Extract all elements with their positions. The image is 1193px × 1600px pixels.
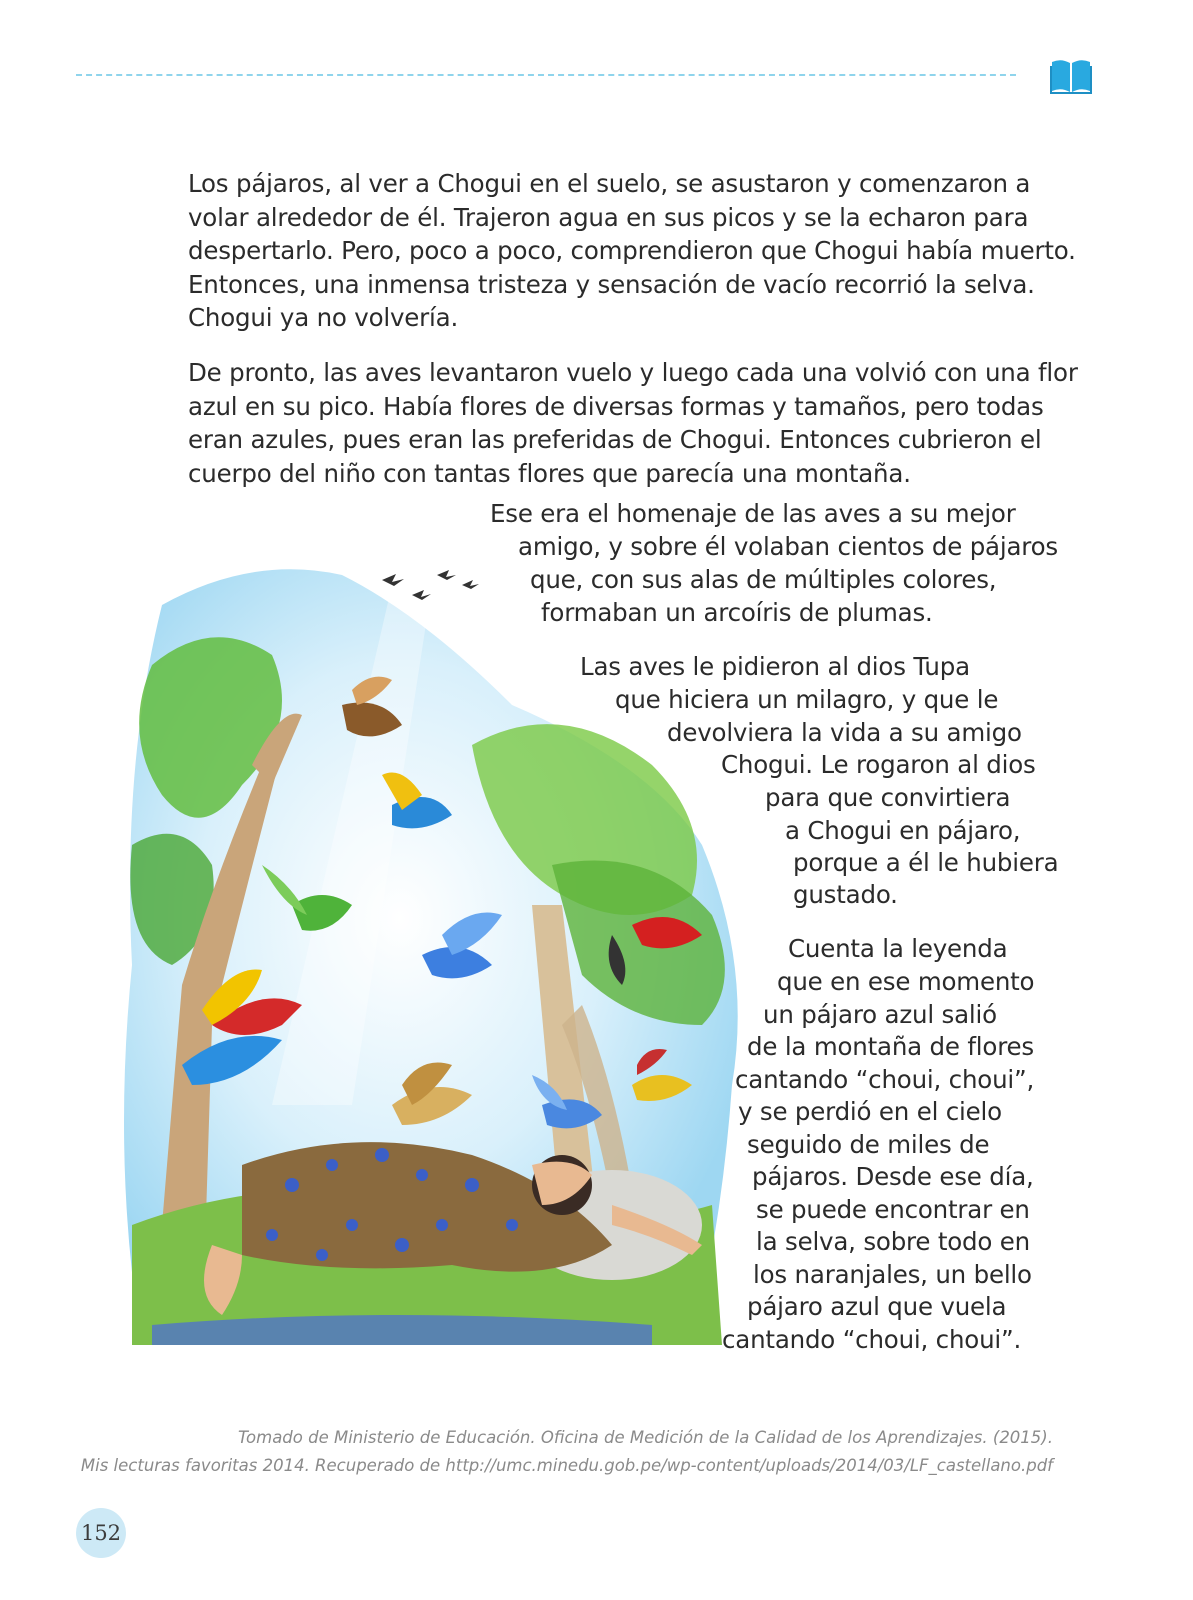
text-line-24: pájaro azul que vuela	[747, 1292, 1007, 1321]
text-line-23: los naranjales, un bello	[753, 1260, 1032, 1289]
story-paragraph-2: De pronto, las aves levantaron vuelo y luego cada una volvió con una flor azul en su pico. Había flores de diversas formas y tamaños, pero todas eran azules, pues eran las preferidas de Chogui. Entonces cubrieron el cuerpo del niño con tantas flores que parecía una montaña.	[188, 358, 1078, 488]
text-line-13: Cuenta la leyenda	[788, 934, 1008, 963]
text-line-16: de la montaña de flores	[747, 1032, 1034, 1061]
text-line-15: un pájaro azul salió	[763, 1000, 997, 1029]
source-credit-line-1: Tomado de Ministerio de Educación. Oficina de Medición de la Calidad de los Aprendizajes. (2015).	[237, 1428, 1053, 1447]
text-line-11: porque a él le hubiera	[793, 848, 1059, 877]
header-dashed-rule	[76, 74, 1016, 76]
text-line-1: Ese era el homenaje de las aves a su mejor	[490, 499, 1016, 528]
source-credit-line-2: Mis lecturas favoritas 2014. Recuperado de http://umc.minedu.gob.pe/wp-content/uploads/2014/03/LF_castellano.pdf	[80, 1456, 1053, 1475]
text-line-4: formaban un arcoíris de plumas.	[541, 598, 933, 627]
text-line-10: a Chogui en pájaro,	[785, 816, 1021, 845]
text-line-9: para que convirtiera	[765, 783, 1011, 812]
text-line-8: Chogui. Le rogaron al dios	[721, 750, 1036, 779]
book-icon	[1050, 58, 1092, 94]
text-line-3: que, con sus alas de múltiples colores,	[530, 565, 997, 594]
text-line-25: cantando “choui, choui”.	[722, 1325, 1022, 1354]
story-paragraph-1: Los pájaros, al ver a Chogui en el suelo, se asustaron y comenzaron a volar alrededor de él. Trajeron agua en sus picos y se la echaron para despertarlo. Pero, poco a poco, comprendieron que Chogui había muerto. Entonces, una inmensa tristeza y sensación de vacío recorrió la selva. Chogui ya no volvería.	[188, 169, 1076, 332]
text-line-21: se puede encontrar en	[756, 1195, 1030, 1224]
text-line-7: devolviera la vida a su amigo	[667, 718, 1022, 747]
text-line-22: la selva, sobre todo en	[756, 1227, 1030, 1256]
text-line-18: y se perdió en el cielo	[738, 1097, 1002, 1126]
text-line-19: seguido de miles de	[747, 1130, 990, 1159]
text-line-2: amigo, y sobre él volaban cientos de pájaros	[518, 532, 1058, 561]
page-number: 152	[80, 1521, 122, 1545]
text-line-14: que en ese momento	[777, 967, 1035, 996]
page-number-badge	[76, 1508, 126, 1558]
text-line-17: cantando “choui, choui”,	[735, 1065, 1035, 1094]
text-line-6: que hiciera un milagro, y que le	[615, 685, 999, 714]
text-line-20: pájaros. Desde ese día,	[752, 1162, 1034, 1191]
text-line-5: Las aves le pidieron al dios Tupa	[580, 652, 970, 681]
text-line-12: gustado.	[793, 880, 898, 909]
